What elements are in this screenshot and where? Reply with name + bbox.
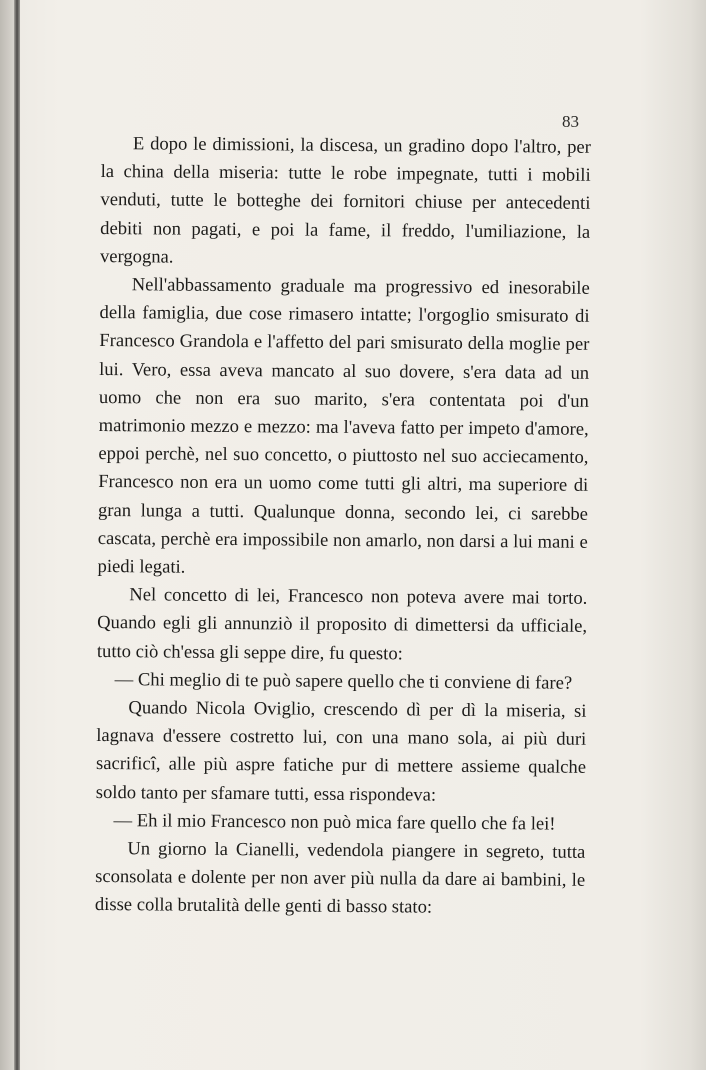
paragraph: E dopo le dimissioni, la discesa, un gradino dopo l'altro, per la china della miseria: tutte le robe impegnate, tutti i mobili venduti, tutte le botteghe dei fornitori chiuse per antecedenti debiti non pagati, e poi la fame, il freddo, l'umiliazione, la vergogna.	[99, 133, 591, 268]
binding-edge	[14, 0, 20, 1070]
paragraph: Nell'abbassamento graduale ma progressivo ed inesorabile della famiglia, due cose rimasero intatte; l'orgoglio smisurato di Francesco Grandola e l'affetto del pari smisurato della moglie per lui. Vero, essa aveva mancato al suo dovere, s'era data ad un uomo che non era suo marito, s'era contentata poi d'un matrimonio mezzo e mezzo: ma l'aveva fatto per impeto d'amore, eppoi perchè, nel suo concetto, o piuttosto nel suo acciecamento, Francesco non era un uomo come tutti gli altri, ma superiore di gran lunga a tutti. Qualunque donna, secondo lei, ci sarebbe cascata, perchè era impossibile non amarlo, non darsi a lui mani e piedi legati.	[97, 274, 590, 578]
body-text	[95, 130, 591, 924]
dialogue-line: — Eh il mio Francesco non può mica fare quello che fa lei!	[113, 809, 556, 835]
paragraph: Quando Nicola Oviglio, crescendo dì per dì la miseria, si lagnava d'essere costretto lui, con una mano sola, ai più duri sacrificî, alle più aspre fatiche pur di mettere assieme qualche soldo tanto per sfamare tutti, essa rispondeva:	[95, 697, 587, 806]
page-number: 83	[562, 112, 579, 131]
paragraph: Nel concetto di lei, Francesco non poteva avere mai torto. Quando egli gli annunziò il proposito di dimettersi da ufficiale, tutto ciò ch'essa gli seppe dire, fu questo:	[96, 584, 588, 665]
paragraph: Un giorno la Cianelli, vedendola piangere in segreto, tutta sconsolata e dolente per non aver più nulla da dare ai bambini, le disse colla brutalità delle genti di basso stato:	[94, 838, 586, 919]
binding-shadow	[0, 0, 14, 1070]
dialogue-line: — Chi meglio di te può sapere quello che ti conviene di fare?	[114, 668, 573, 694]
